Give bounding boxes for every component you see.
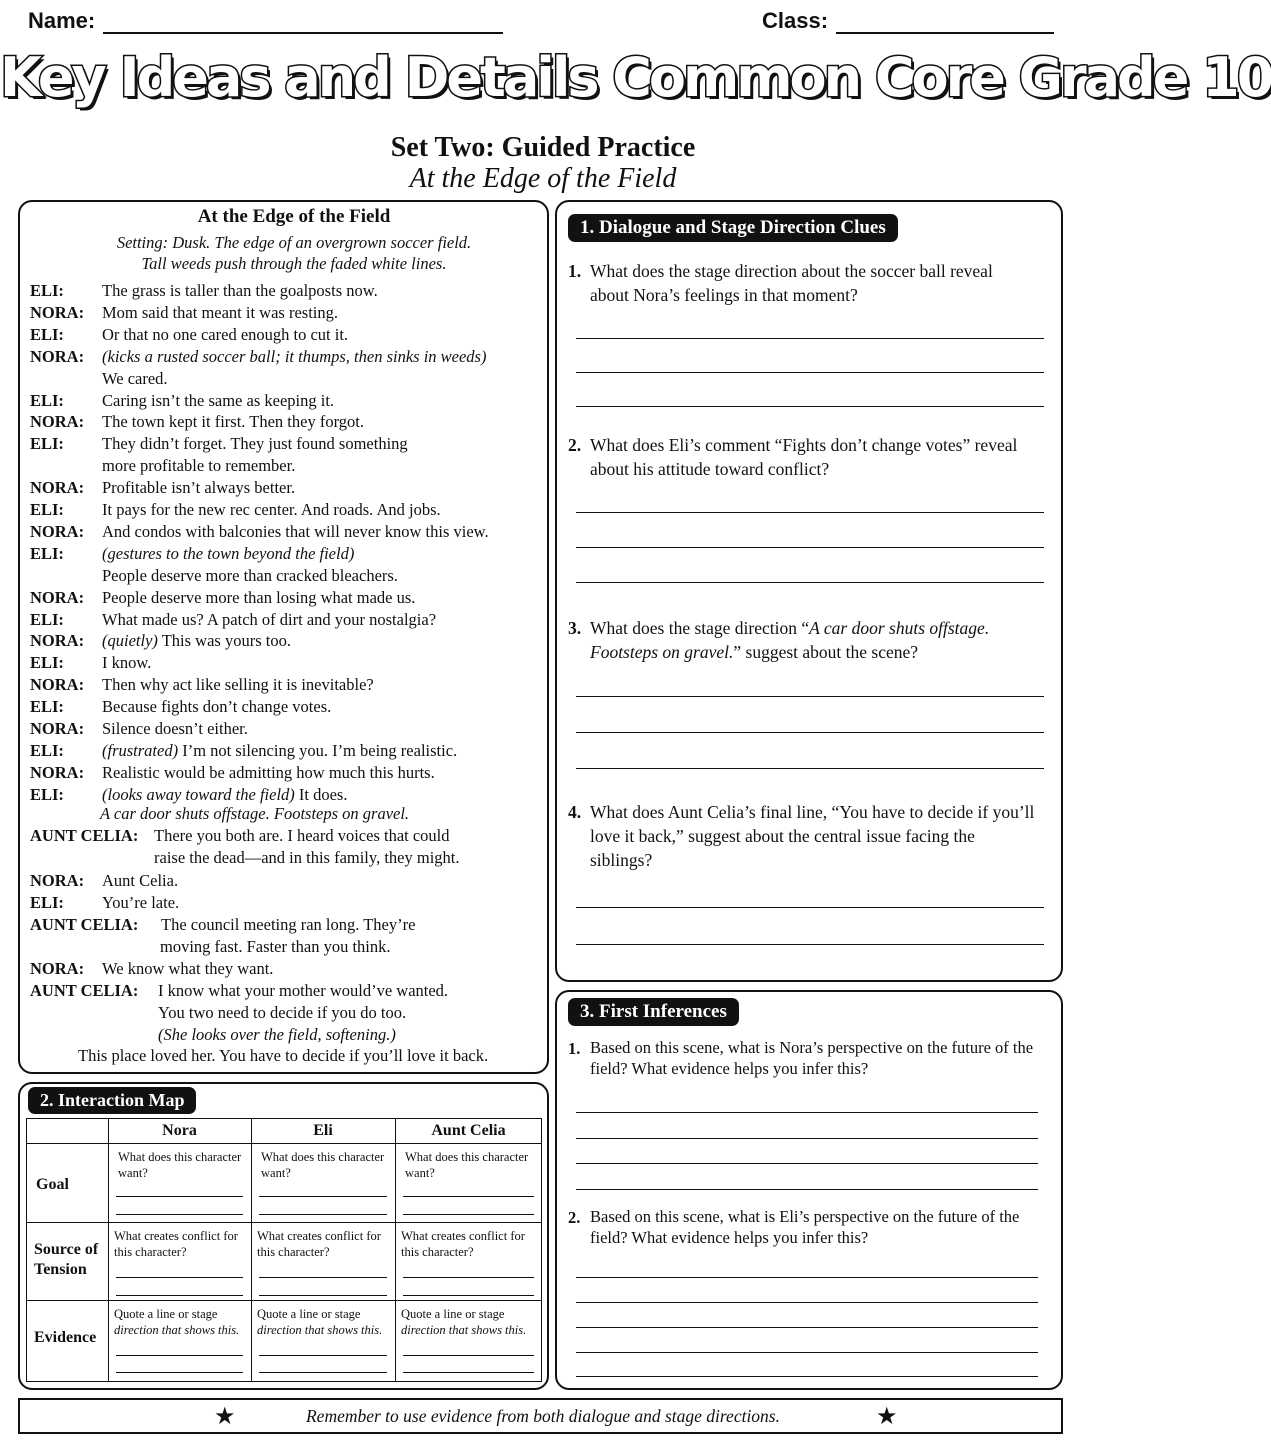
stage-direction: (looks away toward the field): [102, 785, 295, 804]
line-text: The town kept it first. Then they forgot.: [102, 412, 364, 431]
line-text: Silence doesn’t either.: [102, 719, 248, 738]
line-text: Or that no one cared enough to cut it.: [102, 325, 349, 344]
question-number: 1.: [568, 261, 582, 281]
answer-line[interactable]: [576, 406, 1044, 407]
answer-line[interactable]: [576, 768, 1044, 769]
line-text: We cared.: [102, 369, 168, 388]
speaker: ELI:: [30, 500, 64, 519]
setting-line-2: Tall weeds push through the faded white lines.: [141, 254, 447, 273]
question-text-quote: A car door shuts offstage. Footsteps on gravel.: [590, 618, 990, 662]
cell-answer-line[interactable]: [403, 1214, 534, 1215]
stage-direction: (quietly): [102, 631, 158, 650]
cell-prompt: [114, 1306, 247, 1338]
speaker: ELI:: [30, 741, 64, 760]
cell-answer-line[interactable]: [259, 1372, 387, 1373]
class-blank[interactable]: [836, 14, 1054, 34]
speaker: NORA:: [30, 303, 85, 322]
cell-answer-line[interactable]: [403, 1277, 534, 1278]
column-header-aunt-celia: Aunt Celia: [431, 1122, 506, 1139]
cell-prompt: [401, 1228, 538, 1260]
row-header-goal: Goal: [36, 1176, 69, 1193]
question-number: 3.: [568, 618, 582, 638]
section3-heading: 3. First Inferences: [568, 998, 739, 1026]
cell-answer-line[interactable]: [259, 1355, 387, 1356]
line-text: We know what they want.: [102, 959, 274, 978]
line-continued: You two need to decide if you do too.: [158, 1003, 407, 1022]
cell-answer-line[interactable]: [259, 1196, 387, 1197]
cell-answer-line[interactable]: [116, 1372, 243, 1373]
line-text: [102, 741, 457, 761]
setting-line-1: Setting: Dusk. The edge of an overgrown soccer field.: [116, 233, 472, 252]
line-text: I know.: [102, 653, 152, 672]
cell-prompt-text: What creates conflict for this character?: [114, 1229, 238, 1259]
speaker: AUNT CELIA:: [30, 915, 139, 934]
answer-line[interactable]: [576, 1376, 1038, 1377]
line-text: And condos with balconies that will never know this view.: [102, 522, 489, 541]
line-text: They didn’t forget. They just found something: [102, 434, 408, 453]
answer-line[interactable]: [576, 944, 1044, 945]
line-continued: moving fast. Faster than you think.: [160, 937, 391, 956]
cell-answer-line[interactable]: [403, 1196, 534, 1197]
table-divider: [108, 1118, 109, 1382]
line-text: It pays for the new rec center. And roads. And jobs.: [102, 500, 441, 519]
line-text: What made us? A patch of dirt and your nostalgia?: [102, 610, 437, 629]
star-icon: ★: [876, 1402, 898, 1430]
cell-prompt-text: direction that shows this.: [257, 1323, 383, 1337]
answer-line[interactable]: [576, 732, 1044, 733]
answer-line[interactable]: [576, 338, 1044, 339]
cell-prompt-text: What creates conflict for this character?: [401, 1229, 525, 1259]
speaker: ELI:: [30, 325, 64, 344]
question-text-b: ” suggest about the scene?: [733, 642, 919, 662]
answer-line[interactable]: [576, 1138, 1038, 1139]
name-blank[interactable]: [103, 14, 503, 34]
line-text: Because fights don’t change votes.: [102, 697, 332, 716]
line-text: Aunt Celia.: [102, 871, 179, 890]
speaker: ELI:: [30, 653, 64, 672]
speaker: ELI:: [30, 697, 64, 716]
answer-line[interactable]: [576, 1277, 1038, 1278]
line-text: Caring isn’t the same as keeping it.: [102, 391, 335, 410]
line-text: Then why act like selling it is inevitable?: [102, 675, 374, 694]
line-text: You’re late.: [102, 893, 180, 912]
line-text: (kicks a rusted soccer ball; it thumps, then sinks in weeds): [102, 347, 487, 366]
speaker: ELI:: [30, 893, 64, 912]
worksheet-subtitle: Set Two: Guided Practice: [390, 132, 696, 163]
answer-line[interactable]: [576, 582, 1044, 583]
speaker: ELI:: [30, 544, 64, 563]
section2-heading: 2. Interaction Map: [28, 1087, 196, 1114]
answer-line[interactable]: [576, 907, 1044, 908]
answer-line[interactable]: [576, 1327, 1038, 1328]
star-icon: ★: [214, 1402, 236, 1430]
line-text: (gestures to the town beyond the field): [102, 544, 355, 563]
speaker: NORA:: [30, 522, 85, 541]
question-number: 2.: [568, 435, 582, 455]
speaker: NORA:: [30, 412, 85, 431]
answer-line[interactable]: [576, 1302, 1038, 1303]
line-text: Mom said that meant it was resting.: [102, 303, 339, 322]
question-text: Based on this scene, what is Nora’s perspective on the future of the field? What evidence helps you infer this?: [590, 1038, 1034, 1078]
cell-prompt: [114, 1228, 247, 1260]
line-text-rest: It does.: [294, 785, 348, 804]
cell-prompt-text: What does this character want?: [118, 1150, 242, 1180]
cell-answer-line[interactable]: [116, 1355, 243, 1356]
line-text: Profitable isn’t always better.: [102, 478, 296, 497]
cell-answer-line[interactable]: [116, 1196, 243, 1197]
answer-line[interactable]: [576, 512, 1044, 513]
cell-answer-line[interactable]: [403, 1355, 534, 1356]
cell-answer-line[interactable]: [116, 1214, 243, 1215]
stage-direction-softening: (She looks over the field, softening.): [158, 1025, 396, 1044]
play-title: At the Edge of the Field: [197, 206, 391, 227]
speaker: AUNT CELIA:: [30, 981, 139, 1000]
speaker: NORA:: [30, 675, 85, 694]
table-divider: [251, 1118, 252, 1382]
line-text: People deserve more than cracked bleachers.: [102, 566, 398, 585]
answer-line[interactable]: [576, 1112, 1038, 1113]
cell-prompt-text: Quote a line or stage: [401, 1307, 505, 1321]
cell-prompt-text: Quote a line or stage: [114, 1307, 218, 1321]
speaker: ELI:: [30, 281, 64, 300]
stage-direction-car: A car door shuts offstage. Footsteps on gravel.: [100, 804, 410, 823]
speaker: NORA:: [30, 347, 85, 366]
speaker: NORA:: [30, 763, 85, 782]
reminder-text: Remember to use evidence from both dialogue and stage directions.: [305, 1406, 780, 1426]
cell-answer-line[interactable]: [259, 1214, 387, 1215]
line-text: I know what your mother would’ve wanted.: [158, 981, 449, 1000]
question-number: 4.: [568, 802, 582, 822]
class-field[interactable]: [762, 8, 1054, 34]
cell-answer-line[interactable]: [259, 1277, 387, 1278]
line-text: There you both are. I heard voices that could: [154, 826, 450, 845]
class-label: Class:: [762, 8, 829, 33]
line-text: [102, 785, 347, 805]
question-text-a: What does the stage direction “: [590, 618, 810, 638]
question-text: What does Aunt Celia’s final line, “You have to decide if you’ll love it back,” suggest about the central issue facing the siblings?: [590, 802, 1035, 870]
question-text: What does the stage direction about the soccer ball reveal about Nora’s feelings in that moment?: [590, 261, 993, 305]
column-header-eli: Eli: [313, 1122, 333, 1139]
cell-prompt: [257, 1228, 391, 1260]
speaker: NORA:: [30, 719, 85, 738]
speaker: NORA:: [30, 588, 85, 607]
line-text: The grass is taller than the goalposts now.: [102, 281, 378, 300]
row-header-evidence: Evidence: [34, 1329, 97, 1346]
cell-prompt-text: direction that shows this.: [401, 1323, 527, 1337]
answer-line[interactable]: [576, 1163, 1038, 1164]
speaker: NORA:: [30, 959, 85, 978]
line-text-rest: This was yours too.: [157, 631, 291, 650]
speaker: NORA:: [30, 631, 85, 650]
table-divider: [26, 1143, 542, 1144]
line-text: Realistic would be admitting how much this hurts.: [102, 763, 435, 782]
cell-prompt-text: What does this character want?: [261, 1150, 385, 1180]
speaker: ELI:: [30, 610, 64, 629]
cell-answer-line[interactable]: [259, 1295, 387, 1296]
row-header-tension: Source of Tension: [34, 1241, 99, 1278]
answer-line[interactable]: [576, 696, 1044, 697]
speaker: ELI:: [30, 434, 64, 453]
question-text: Based on this scene, what is Eli’s perspective on the future of the field? What evidence helps you infer this?: [590, 1207, 1020, 1247]
speaker: ELI:: [30, 785, 64, 804]
name-field[interactable]: [28, 8, 503, 34]
cell-prompt: [257, 1306, 391, 1338]
line-continued: raise the dead—and in this family, they might.: [154, 848, 460, 867]
cell-prompt-text: What does this character want?: [405, 1150, 529, 1180]
question-number: 1.: [568, 1039, 581, 1058]
speaker: NORA:: [30, 478, 85, 497]
cell-prompt: [405, 1149, 538, 1181]
section1-heading: 1. Dialogue and Stage Direction Clues: [568, 214, 898, 242]
speaker: AUNT CELIA:: [30, 826, 139, 845]
table-divider: [26, 1222, 542, 1223]
stage-direction: (frustrated): [102, 741, 179, 760]
line-text: more profitable to remember.: [102, 456, 296, 475]
table-divider: [26, 1300, 542, 1301]
cell-prompt-text: What creates conflict for this character?: [257, 1229, 381, 1259]
worksheet-title: Key Ideas and Details Common Core Grade 10: [0, 46, 1271, 109]
cell-prompt: [118, 1149, 247, 1181]
line-text: The council meeting ran long. They’re: [161, 915, 416, 934]
line-text: People deserve more than losing what made us.: [102, 588, 416, 607]
line-text-rest: I’m not silencing you. I’m being realistic.: [178, 741, 458, 760]
column-header-nora: Nora: [162, 1122, 197, 1139]
line-continued: This place loved her. You have to decide if you’ll love it back.: [78, 1046, 489, 1065]
table-divider: [395, 1118, 396, 1382]
cell-answer-line[interactable]: [116, 1295, 243, 1296]
speaker: ELI:: [30, 391, 64, 410]
answer-line[interactable]: [576, 1352, 1038, 1353]
speaker: NORA:: [30, 871, 85, 890]
answer-line[interactable]: [576, 1189, 1038, 1190]
question-text: What does Eli’s comment “Fights don’t change votes” reveal about his attitude toward conflict?: [590, 435, 1018, 479]
name-label: Name:: [28, 8, 96, 33]
cell-prompt-text: direction that shows this.: [114, 1323, 240, 1337]
cell-prompt: [401, 1306, 538, 1338]
cell-prompt-text: Quote a line or stage: [257, 1307, 361, 1321]
answer-line[interactable]: [576, 547, 1044, 548]
question-number: 2.: [568, 1208, 581, 1227]
cell-answer-line[interactable]: [403, 1295, 534, 1296]
cell-prompt: [261, 1149, 391, 1181]
question-text: [590, 616, 1045, 664]
cell-answer-line[interactable]: [403, 1372, 534, 1373]
line-text: [102, 631, 291, 651]
story-title: At the Edge of the Field: [409, 163, 677, 194]
answer-line[interactable]: [576, 372, 1044, 373]
cell-answer-line[interactable]: [116, 1277, 243, 1278]
